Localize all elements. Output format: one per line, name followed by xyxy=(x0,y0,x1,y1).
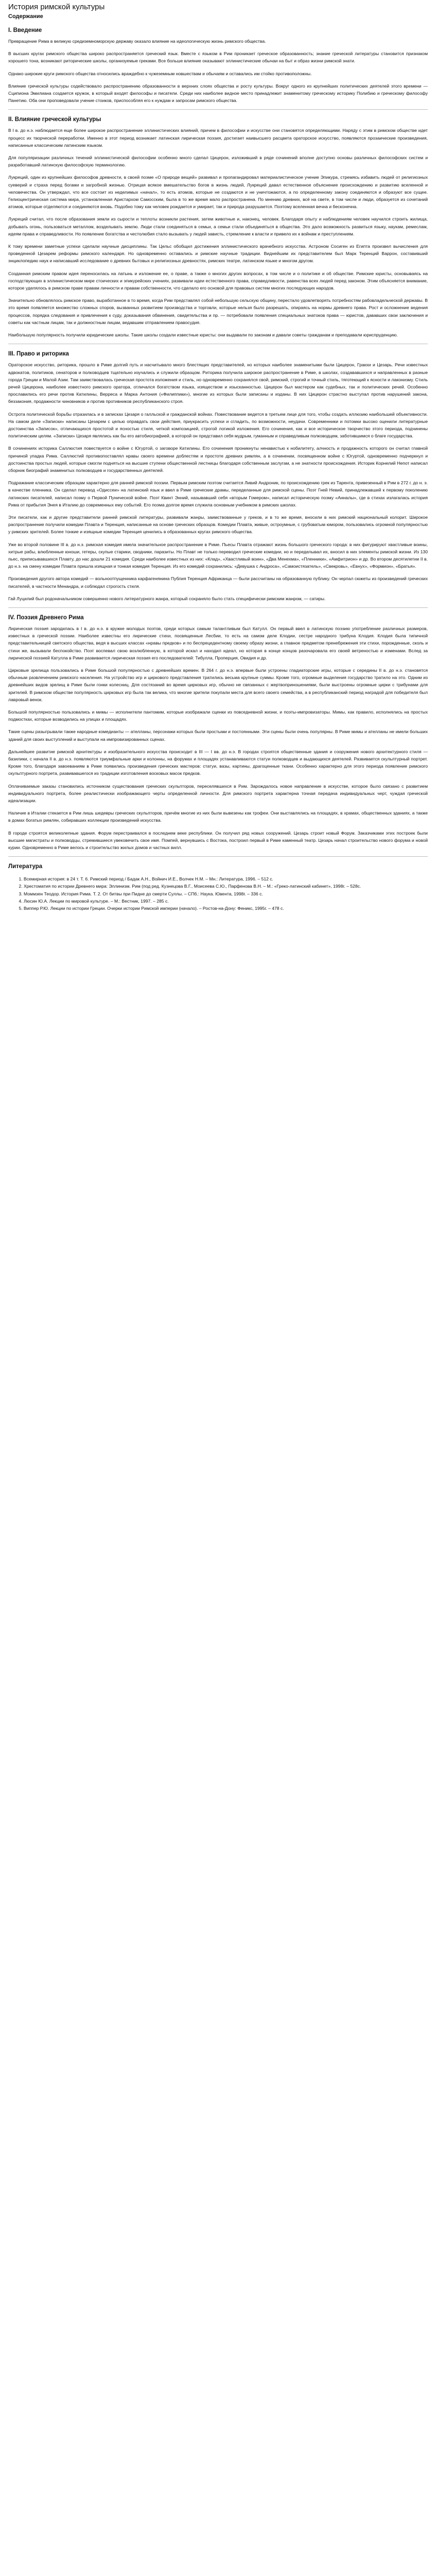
paragraph: Наличие в Италии стекается в Рим лишь шедевры греческих скульпторов, причём многие из них были вывезены как трофеи. Они выставлялись на площадях, в храмах, общественных зданиях, а также в домах богатых римлян, собиравших коллекции произведений искусства. xyxy=(8,810,428,823)
section-divider xyxy=(8,607,428,608)
paragraph: Значительно обновлялось римское право, выработанное в то время, когда Рим представлял собой небольшую сельскую общину, перестало удовлетворять потребностям рабовладельческой державы. В это время появляется множество сложных споров, вызванных развитием производства и торговли, которые нельзя было разрешать, опираясь на нормы древнего права. Рост и осложнение ведения процессов, порядка следования и привлечения к суду, доказывания обвинения, свидетельства и пр. — потребовали появления специальных знатоков права — юристов, дававших свои заключения и советы как частным лицам, так и должностным лицам, ведавшим отправлением правосудия. xyxy=(8,298,428,325)
paragraph: Большой популярностью пользовались и мимы — исполнители пантомим, которые изображали сценки из повседневной жизни, и поэты-импровизаторы. Мимы, как правило, исполнялись на простых подмостках, которые возводились на улицах и площадях. xyxy=(8,709,428,722)
paragraph: Эти писатели, как и другие представители ранней римской литературы, развивали жанры, заимствованные у греков, и в то же время, вносили в них римский национальный колорит. Широкое распространение получили комедии Плавта и Теренция, написанные на основе греческих образцов. Комедии Плавта, живые, остроумные, с грубоватым юмором, пользовались огромной популярностью у римских зрителей. Более тонкие и изящные комедии Теренция ценились в образованных кругах римского общества. xyxy=(8,514,428,535)
paragraph: Дальнейшее развитие римской архитектуры и изобразительного искусства происходит в III — I вв. до н.э. В городах строятся общественные здания и сооружения нового архитектурного стиля — базилики, с начала II в. до н.э. появляются триумфальные арки и колонны, на форумах и площадях устанавливаются статуи полководцев и выдающихся деятелей. Развивается скульптурный портрет. Кроме того, благодаря завоеваниям в Риме появились произведения греческих мастеров: статуи, вазы, картины, драгоценные ткани. Особенно характерно для этого периода появление римского скульптурного портрета, развивавшегося из традиции изготовления восковых масок предков. xyxy=(8,749,428,776)
reference-item: 3. Моммзен Теодор. История Рима. Т. 2. От битвы при Пидне до смерти Суллы. – СПб.: Наука. Ювента, 1998г. – 336 с. xyxy=(24,890,428,897)
section-1 xyxy=(8,26,428,110)
contents-heading: Содержание xyxy=(8,13,43,20)
reference-item: 2. Хрестоматия по истории Древнего мира: Эллинизм. Рим (под ред. Кузнецова В.Г., Моисеева С.Ю., Парфенова В.Н. – М.: «Греко-латинский кабинет», 1998г. – 528с. xyxy=(24,883,428,890)
paragraph: Наибольшую популярность получили юридические школы. Такие школы создали известные юристы: они выдавали по законам и давали советы гражданам и преподавали юриспруденцию. xyxy=(8,332,398,338)
document-body xyxy=(8,26,428,857)
paragraph: В I в. до н.э. наблюдается еще более широкое распространение эллинистических влияний, причем в философии и искусстве они становятся определяющими. Наряду с этим в римском обществе идет процесс их творческой переработки. Именно в этот период возникает латинская лирическая поэзия, достигает наивысшего расцвета ораторское искусство, появляются прозаические произведения, написанные классическим латинским языком. xyxy=(8,128,428,148)
paragraph: К тому времени заметные успехи сделали научные дисциплины. Так Цельс обобщил достижения эллинистического врачебного искусства. Астроном Сосиген из Египта произвел вычисления для проведенной Цезарем реформы римского календаря. Но одновременно оставались и римские научные традиции. Виднейшим их представителем был Марк Теренций Варрон, составивший энциклопедию наук и написавший исследование о древних бытовых и религиозных древностях, римских театре, латинском языке и многом другом. xyxy=(8,244,428,264)
paragraph: Гай Луцилий был родоначальником совершенно нового литературного жанра, который сохраняло было стать специфически римским жанром, — сатиры. xyxy=(8,596,326,601)
paragraph: Уже во второй половине III в. до н.э. римская комедия имела значительное распространение в Риме. Пьесы Плавта отражают жизнь большого греческого города: в них фигурируют хвастливые воины, хитрые рабы, влюбленные юноши, гетеры, скупые старики, сводники, паразиты. Но Плавт не только переводил греческие комедии, но и переделывал их, вносил в них элементы римской жизни. Из 130 пьес, приписывавшихся Плавту, до нас дошли 21 комедия. Среди наиболее известных из них: «Клад», «Хвастливый воин», «Два Менехма», «Пленники», «Амфитрион» и др. Во втором десятилетии II в. до н.э. на смену комедии Плавта пришла изящная и тонкая комедия Теренция. Из его комедий сохранились: «Девушка с Андроса», «Самоистязатель», «Свекровь», «Евнух», «Формион», «Братья». xyxy=(8,541,428,569)
paragraph: Цирковые зрелища пользовались в Риме большой популярностью с древнейших времен. В 264 г. до н.э. впервые были устроены гладиаторские игры, которые с середины II в. до н.э. становятся обычным развлечением римского населения. На устройство игр и циркового представления тратились весьма крупные суммы. Кроме того, огромные выделения государство тратило на это. Одним из древнейших видов зрелищ в Риме были гонки колесниц. Для состязаний во время цирковых игр, обычно не связанных с жертвоприношениями, были выстроены огромные цирки с трибунами для зрителей. В римском обществе популярность цирковых игр была так велика, что многие зрители покупали места для всего своего семейства, а в республиканский период наградой для победителя был лавровый венок. xyxy=(8,668,428,702)
section-divider xyxy=(8,109,428,110)
section-heading: II. Влияние греческой культуры xyxy=(8,116,101,123)
reference-item: 1. Всемирная история: в 24 т. Т. 6. Римский период / Бадак А.Н., Войнич И.Е., Волчек Н.М. – Мн.: Литература, 1996. – 512 с. xyxy=(24,875,428,883)
paragraph: Лукреций, один из крупнейших философов древности, в своей поэме «О природе вещей» развивал и пропагандировал материалистическое учение Эпикура, стремясь избавить людей от религиозных суеверий и страха перед богами и загробной жизнью. Отрицая всякое вмешательство богов в жизнь людей, Лукреций давал естественное объяснение происхождению и развитию вселенной и человечества. Он утверждал, что все состоит из неделимых «начал», то есть атомов, которые не создаются и не уничтожаются, а по определенному закону соединяются и образуют все сущее. Гелиоцентрическая система мира, установленная Аристархом Самосским, была в то же время мало распространена. По мнению древних, всё на свете, в том числе и люди, образуется из сочетаний атомов, которые отделяются и соединяются вновь. Подобно тому как человек рождается и умирает, так и природа разрушается. Поэтому вселенная вечна и бесконечна. xyxy=(8,175,428,210)
paragraph: Лукреций считал, что после образования земли из сырости и теплоты возникли растения, затем животные и, наконец, человек. Благодаря опыту и наблюдениям человек научился строить жилища, добывать огонь, пользоваться металлом, возделывать землю. Люди стали соединяться в семьи, а семьи стали объединяться в общества. Это дало возможность развиться языку, наукам, ремеслам, идеям права и справедливости. Но появление богатства и честолюбия стало вызывать у людей зависть, стремление к власти и привело их к войнам и преступлениям. xyxy=(8,216,428,236)
paragraph: Лирическая поэзия зародилась в I в. до н.э. в кружке молодых поэтов, среди которых самым талантливым был Катулл. Он первый ввел в латинскую поэзию употребление различных размеров, известных в греческой поэзии. Наиболее известны его лирические стихи, посвященные Лесбии, то есть на самом деле Клодии, сестре народного трибуна Клодия. Клодия была типичной представительницей светского общества, ведя в высших классах «нравы предков» и по беспрецедентному своему образу жизни, а главное предметом пренебрежения эти стихи, порожденные, сколь и стихи же, вызывали беспокойство. Поэт воспевал свою возлюбленную, в которой искал и находил идеал, но которая в конце концов разочаровала его своей ветреностью и изменами. Вслед за лирической поэзией Катулла в Риме развивается лирическая поэзия его последователей: Тибулла, Проперция, Овидия и др. xyxy=(8,625,428,660)
paragraph: Произведения другого автора комедий — вольноотпущенника карфагенянина Публия Теренция Африканца — были рассчитаны на образованную публику. Он черпал сюжеты из произведений греческих писателей, в частности Менандра, и соблюдал строгость стиля. xyxy=(8,576,428,589)
section-4 xyxy=(8,613,428,857)
reference-item: 4. Люсин Ю.А. Лекции по мировой культуре. – М.: Вестник, 1997. – 285 с. xyxy=(24,897,428,905)
paragraph: В городе строятся великолепные здания. Форум перестраивался в последнем веке республики. Он получил ряд новых сооружений. Цезарь строит новый Форум. Заказчиками этих построек были высшие магистраты и полководцы, стремившиеся увековечить свое имя. Помпей, вернувшись с Востока, построил первый в Риме каменный театр. Цезарь начал строительство нового форума и новой курии. Одновременно в Риме велось и строительство жилых домов и частных вилл. xyxy=(8,830,428,851)
section-heading: I. Введение xyxy=(8,27,42,33)
paragraph: Для популяризации различных течений эллинистической философии особенно много сделал Цицерон, изложивший в ряде сочинений вполне доступно основы различных философских систем и разработавший латинскую философскую терминологию. xyxy=(8,155,428,168)
paragraph: В высших кругах римского общества широко распространяется греческий язык. Вместе с языком в Рим проникает греческое образованность; знание греческой литературы становится признаком хорошего тона, возникают риторические школы, организуемые греками. Все больше влияние оказывают эллинистические обычаи на быт и образ жизни римской знати. xyxy=(8,51,428,64)
reference-item: 5. Виппер Р.Ю. Лекции по истории Греции. Очерки истории Римской империи (начало). – Ростов-на-Дону: Феникс, 1995г. – 478 с. xyxy=(24,905,428,912)
paragraph: Однако широкие круги римского общества относились враждебно к чужеземным новшествам и обычаям и оставались им стойко противоположны. xyxy=(8,71,312,76)
paragraph: В сочинениях историка Саллюстия повествуется о войне с Югуртой, о заговоре Катилины. Его сочинения проникнуты ненавистью к нобилитету, алчность и продажность которого он считал главной причиной упадка Рима. Саллюстий противопоставлял нравы своего времени доблестям и простоте древних римлян, а в сочинении, посвященном войне с Югуртой, одновременно подчеркнул и достоинства простых людей, которые смогли подняться на высшие ступени общественной лестницы благодаря собственным заслугам, а не знатности происхождения. Историк Корнелий Непот написал сборник биографий знаменитых полководцев и государственных деятелей. xyxy=(8,446,428,473)
document-title: История римской культуры xyxy=(8,3,105,11)
paragraph: Оплачиваемые заказы становились источником существования греческих скульпторов, переселявшихся в Рим. Зарождалось новое направление в искусстве, которое было связано с развитием индивидуального портрета, более реалистически изображающего черты определенной личности. Для римского портрета характерна точная передача индивидуальных черт, чуждая греческой идеализации. xyxy=(8,783,428,804)
references-list xyxy=(8,875,428,912)
references-section xyxy=(8,862,428,912)
paragraph: Созданная римским правом идея переносилась на латынь и изложение ее, о праве, а также о многих других вопросах, в том числе и о политике и об обществе. Римские юристы, основываясь на господствующих в эллинистическом мире стоических и эпикурейских учениях, развивали идеи естественного права, справедливости, равенства всех людей перед законом. Этим объясняется внимание, которое уделялось в римском праве правам личности и правам собственности, что сделало его основой для правовых систем многих последующих народов. xyxy=(8,270,428,291)
section-heading: III. Право и риторика xyxy=(8,351,69,358)
section-3 xyxy=(8,349,428,608)
paragraph: Подражание классическим образцам характерно для ранней римской поэзии. Первым римским поэтом считается Ливий Андроник, по происхождению грек из Тарента, привезенный в Рим в 272 г. до н. э. в качестве пленника. Он сделал перевод «Одиссеи» на латинский язык и ввел в Риме греческие драмы, переделанные для римской сцены. Поэт Гней Невий, принадлежавший к первому поколению латинских писателей, написал поэму о Первой Пунической войне. Поэт Квинт Энний, называвший себя «вторым Гомером», написал историческую поэму «Анналы», где в стихах излагалась история Рима от прибытия Энея в Италию до современных ему событий. Его поэма долгое время служила основным учебником в римских школах. xyxy=(8,480,428,507)
references-heading: Литература xyxy=(8,863,43,870)
paragraph: Ораторское искусство, риторика, прошло в Риме долгий путь и насчитывало много блестящих представителей, но которых наиболее знаменитыми были Цицерон, Гракхи и Цезарь. Речи известных адвокатов, политиков, сенаторов и полководцев тщательно изучались и служили образцом. Риторика получила широкое распространение в Риме, в школах, создававшихся и направленных в разные города Греции и Малой Азии. Там заимствовалась греческая простота изложения и стиль, но одновременно сохранялся свой, римский, строгий и точный стиль, тяготеющий к ясности и лаконизму. Стиль речей Цицерона, наиболее известного римского оратора, отличался богатством языка, изяществом и изысканностью. Цицерон был мастером как судебных, так и политических речей. Особенно прославились его речи против Катилины, Верреса и Марка Антония («Филиппики»), многие из которых были записаны и изданы. В них Цицерон страстно выступал против нарушений закона, беззакония, продажности чиновников и против противников республиканского строя. xyxy=(8,362,428,404)
paragraph: Влияние греческой культуры содействовало распространению образованности в верхних слоях общества и росту культуры. Вокруг одного из крупнейших политических деятелей этого времени — Сципиона Эмилиана создается кружок, в который входят философы и писатели. Среди них наиболее видное место принадлежит знаменитому греческому историку Полибию и греческому философу Панетию. Оба они проповедовали учение стоиков, приспособляя его к нуждам и запросам римского общества. xyxy=(8,83,428,104)
paragraph: Превращение Рима в великую средиземноморскую державу оказало влияние на идеологическую жизнь римского общества. xyxy=(8,39,266,44)
section-2 xyxy=(8,115,428,344)
section-heading: IV. Поэзия Древнего Рима xyxy=(8,614,84,621)
section-divider xyxy=(8,856,428,857)
paragraph: Острота политической борьбы отразилась и в записках Цезаря о галльской и гражданской войнах. Повествование ведется в третьем лице для того, чтобы создать иллюзию наибольшей объективности. На самом деле «Записки» написаны Цезарем с целью оправдать свои действия, приукрасить успехи и сгладить, по возможности, неудачи. Современники и потомки высоко оценили литературные достоинства «Записок», отличающихся простотой и ясностью стиля, четкой композицией, строгой логикой изложения. Его сочинения, как и все историческое творчество этого периода, подчинены политическим целям. «Записки» Цезаря являлись как бы его автобиографией, в которой он представил себя мудрым, гуманным и справедливым полководцем, заботившимся о благе государства. xyxy=(8,411,428,439)
document-page xyxy=(0,0,436,920)
paragraph: Такие сцены разыгрывали также народные комедианты — ателланы, персонажи которых были простыми и постоянными. Эти сцены были очень популярны. В Риме мимы и ателланы не имели больших зданий для своих выступлений и выступали на импровизированных сценах. xyxy=(8,729,428,742)
